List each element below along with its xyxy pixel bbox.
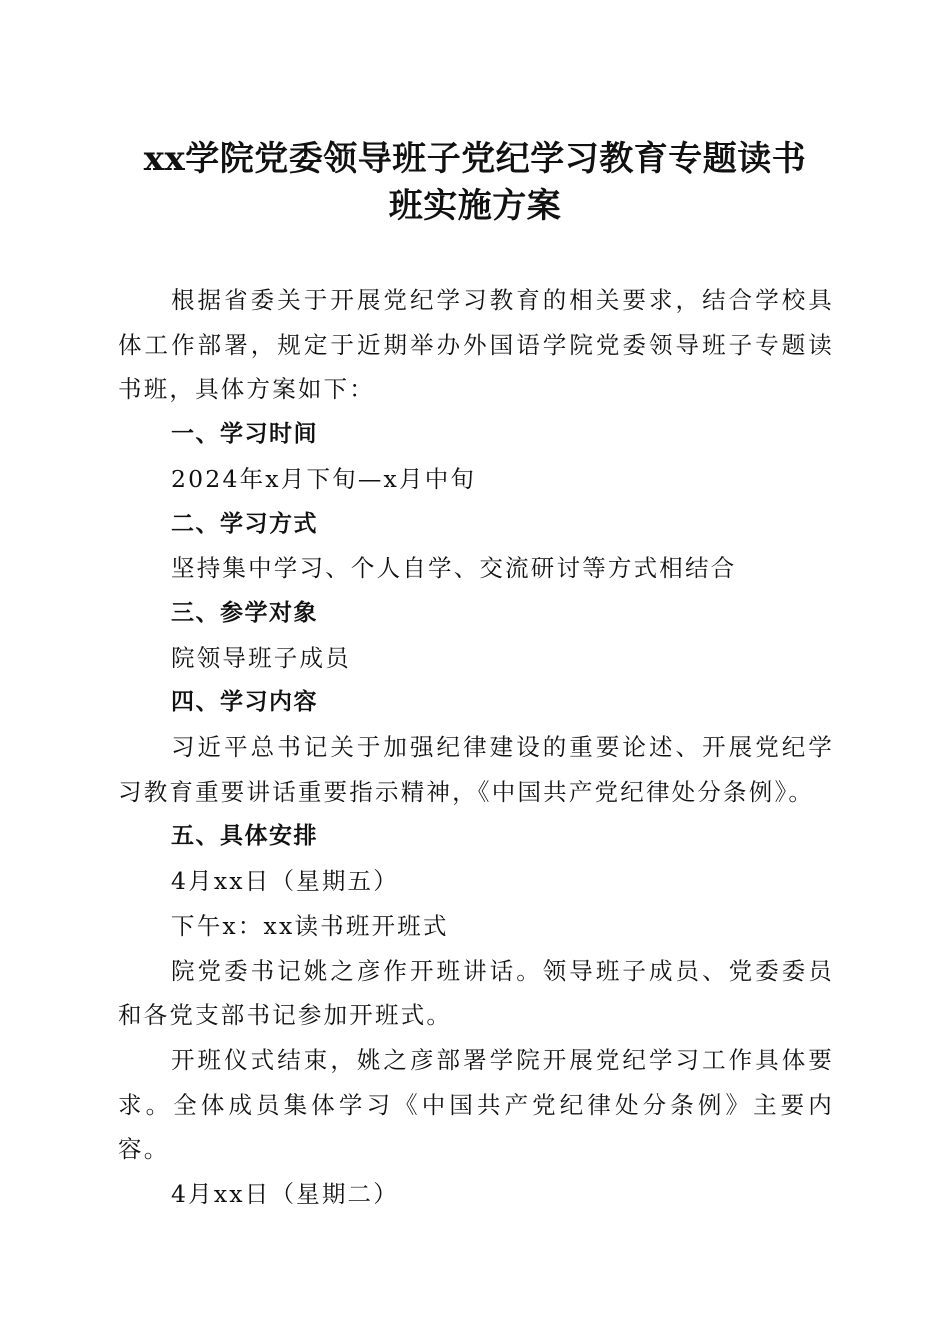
document-body: [118, 278, 834, 1217]
schedule-day1-paragraph-2: 开班仪式结束，姚之彦部署学院开展党纪学习工作具体要求。全体成员集体学习《中国共产党纪律处分条例》主要内容。: [118, 1045, 834, 1164]
section-text-method: 坚持集中学习、个人自学、交流研讨等方式相结合: [171, 554, 737, 583]
section-heading-time: 一、学习时间: [171, 421, 318, 448]
schedule-day1-paragraph-1: 院党委书记姚之彦作开班讲话。领导班子成员、党委委员和各党支部书记参加开班式。: [118, 956, 834, 1030]
section-text-participants: 院领导班子成员: [171, 643, 351, 672]
section-heading-method: 二、学习方式: [171, 510, 318, 537]
section-text-time: 2024年x月下旬—x月中旬: [171, 464, 477, 493]
title-line-1: xx学院党委领导班子党纪学习教育专题读书: [143, 139, 807, 179]
title-line-2: 班实施方案: [388, 186, 562, 226]
intro-paragraph: 根据省委关于开展党纪学习教育的相关要求，结合学校具体工作部署，规定于近期举办外国语学院党委领导班子专题读书班，具体方案如下：: [118, 286, 834, 404]
section-heading-content: 四、学习内容: [171, 689, 318, 716]
section-heading-participants: 三、参学对象: [171, 599, 318, 626]
document-title: [100, 136, 850, 230]
schedule-day1-time: 下午x：xx读书班开班式: [171, 911, 449, 940]
section-text-content: 习近平总书记关于加强纪律建设的重要论述、开展党纪学习教育重要讲话重要指示精神，《中国共产党纪律处分条例》。: [118, 733, 834, 806]
schedule-day2-date: 4月xx日（星期二）: [171, 1180, 399, 1209]
schedule-day1-date: 4月xx日（星期五）: [171, 867, 399, 896]
section-heading-schedule: 五、具体安排: [171, 823, 318, 850]
